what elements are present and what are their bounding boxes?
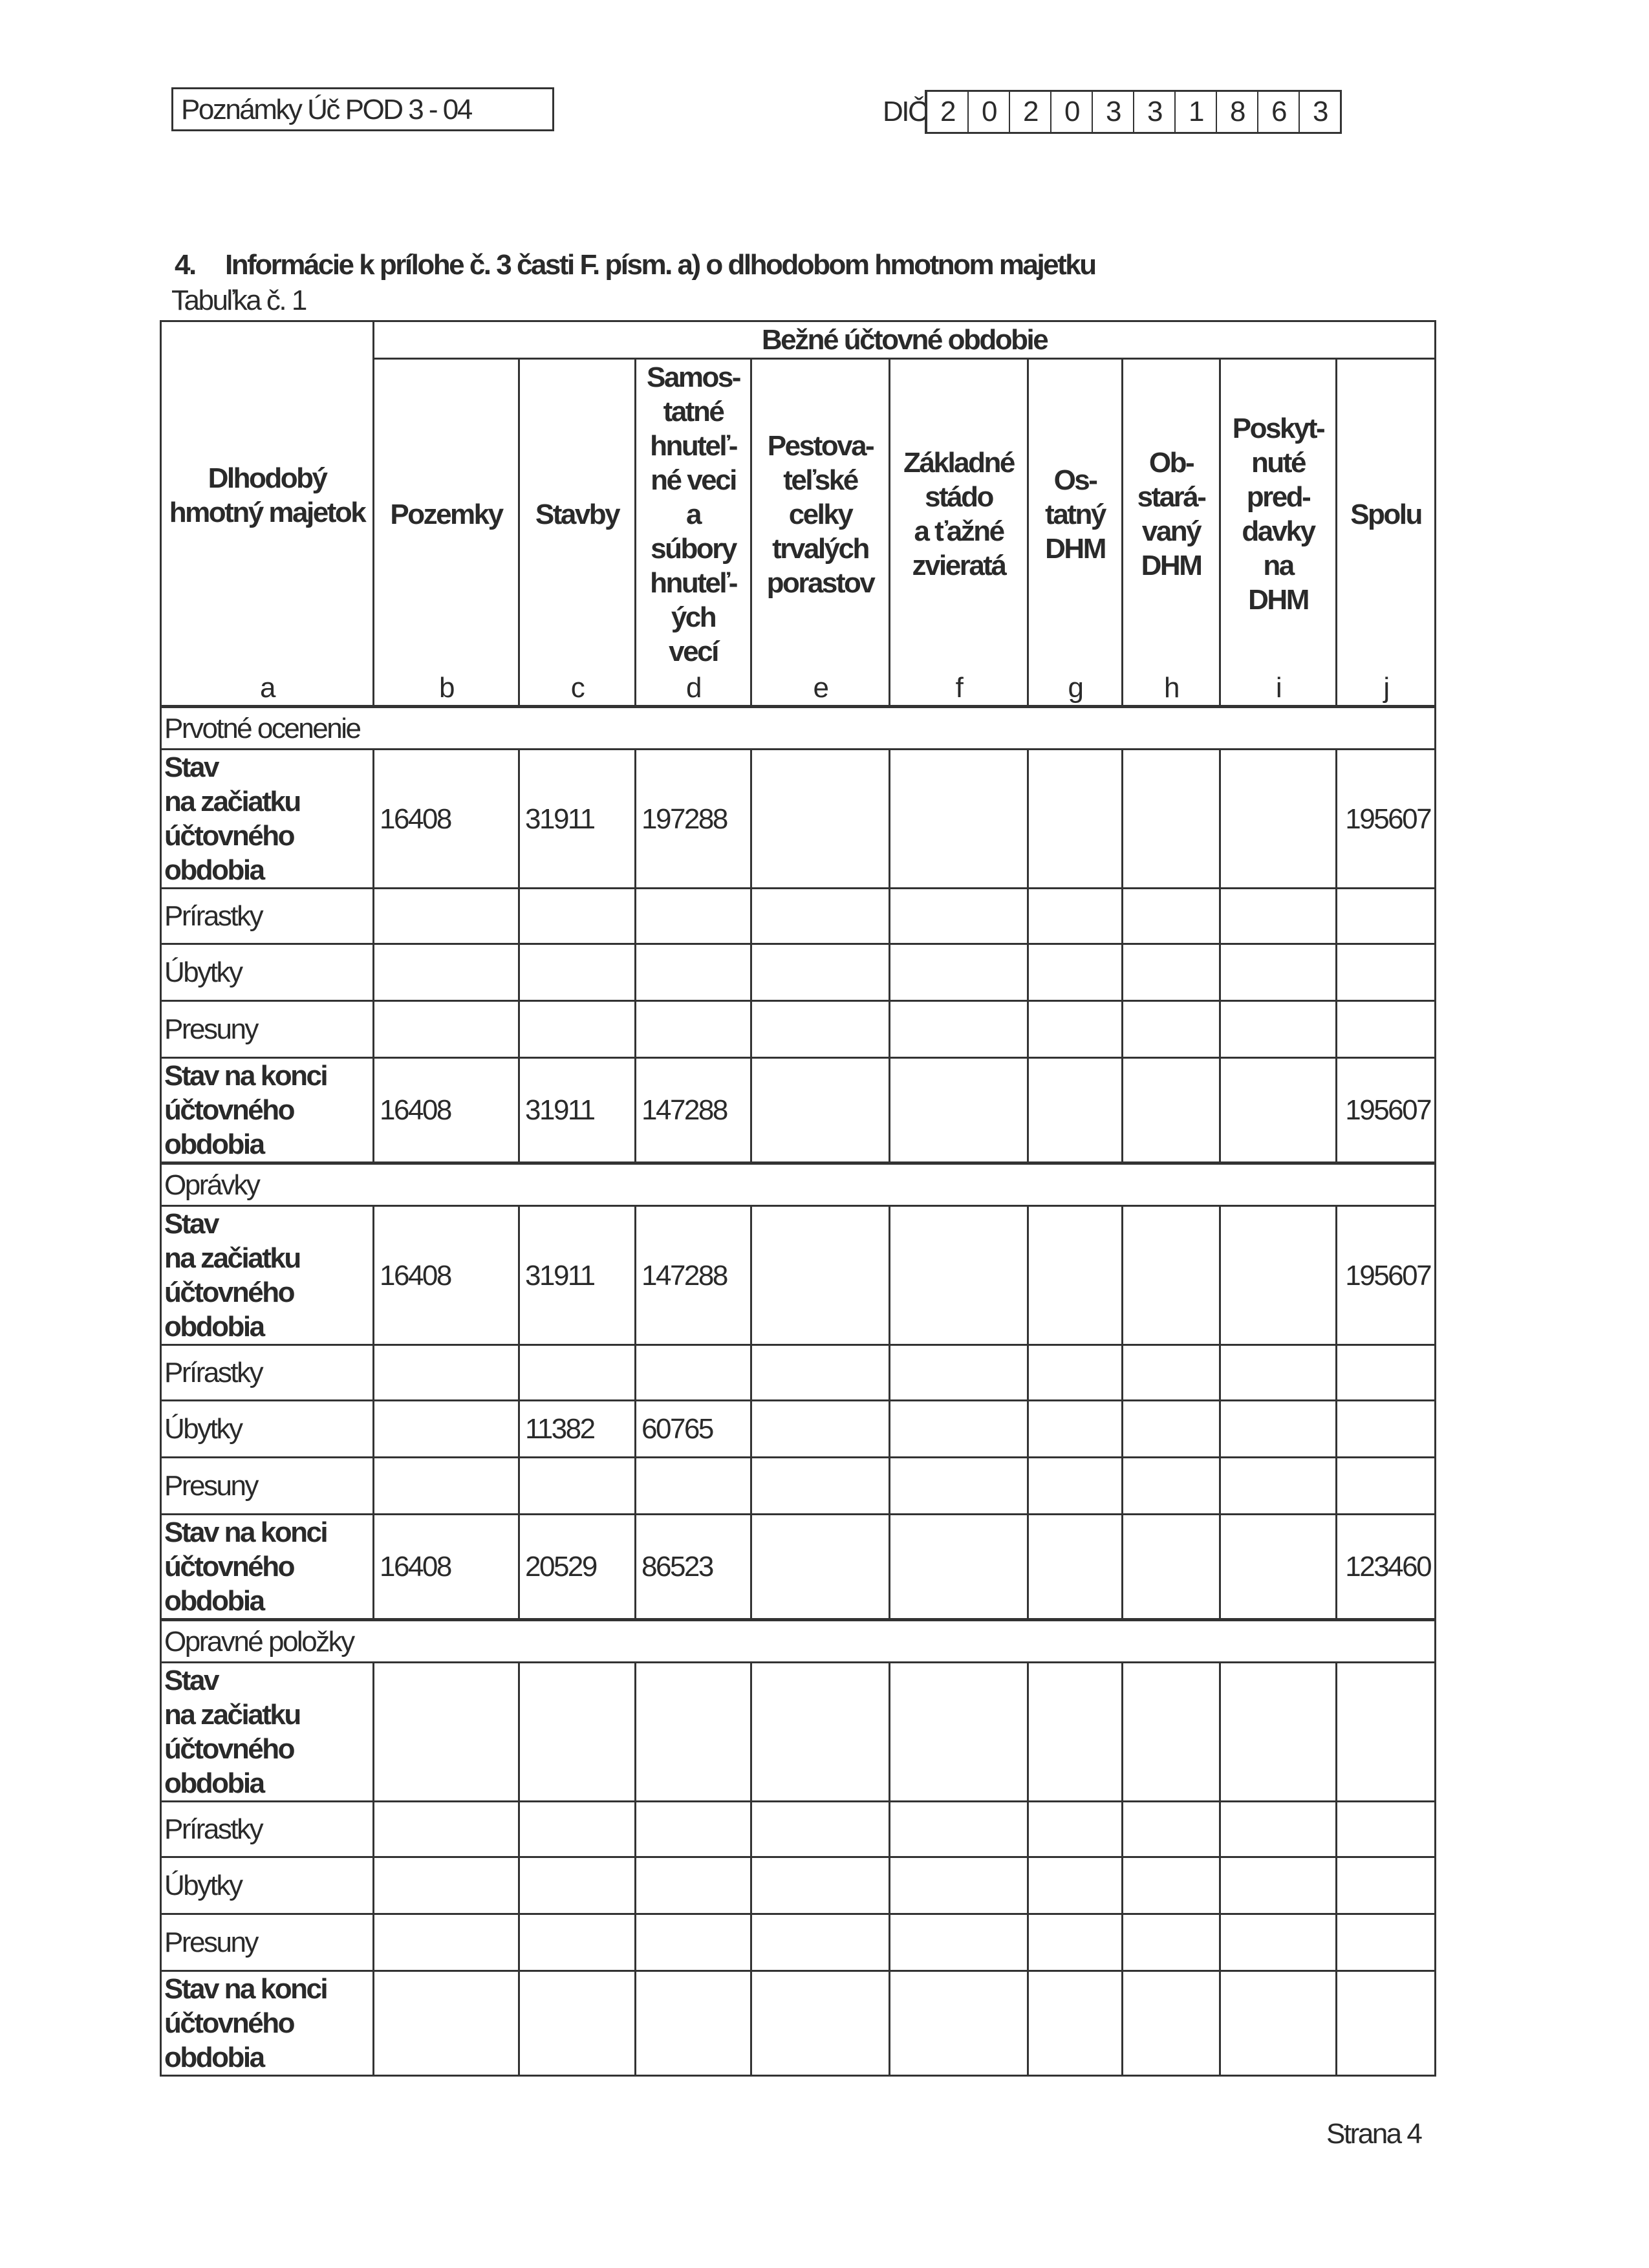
- value-cell[interactable]: [519, 1345, 636, 1401]
- value-cell[interactable]: [519, 1971, 636, 2076]
- table-row: [161, 750, 1436, 889]
- table-row: [161, 1802, 1436, 1857]
- value-cell[interactable]: 195607: [1337, 1058, 1436, 1163]
- column-header-e: [751, 359, 890, 707]
- value-cell[interactable]: 147288: [636, 1058, 751, 1163]
- value-cell[interactable]: [1028, 1914, 1123, 1971]
- row-label: Prírastky: [161, 1802, 374, 1857]
- value-cell[interactable]: [374, 1663, 519, 1802]
- value-cell[interactable]: [751, 1458, 890, 1515]
- value-cell[interactable]: [890, 889, 1028, 944]
- table-caption: Tabuľka č. 1: [171, 285, 306, 316]
- value-cell[interactable]: [1337, 1458, 1436, 1515]
- dic-label: DIČ: [883, 96, 927, 127]
- row-label: Stav na konci účtovného obdobia: [161, 1971, 374, 2076]
- column-header-b: [374, 359, 519, 707]
- value-cell[interactable]: [1028, 1515, 1123, 1620]
- value-cell[interactable]: [751, 1345, 890, 1401]
- value-cell[interactable]: [519, 1458, 636, 1515]
- column-header-a: [161, 321, 374, 707]
- value-cell[interactable]: [751, 944, 890, 1001]
- value-cell[interactable]: [636, 889, 751, 944]
- row-label: Úbytky: [161, 944, 374, 1001]
- table-row: [161, 944, 1436, 1001]
- value-cell[interactable]: [374, 1971, 519, 2076]
- value-cell[interactable]: [890, 1971, 1028, 2076]
- value-cell[interactable]: [1028, 1663, 1123, 1802]
- column-letter: d: [686, 672, 700, 704]
- value-cell[interactable]: [1123, 889, 1220, 944]
- value-cell[interactable]: 31911: [519, 1058, 636, 1163]
- value-cell[interactable]: [1337, 1663, 1436, 1802]
- value-cell[interactable]: [890, 750, 1028, 889]
- column-header-j: [1337, 359, 1436, 707]
- value-cell[interactable]: [1337, 944, 1436, 1001]
- value-cell[interactable]: [1220, 1857, 1337, 1914]
- value-cell[interactable]: [751, 1914, 890, 1971]
- value-cell[interactable]: [1123, 1206, 1220, 1345]
- value-cell[interactable]: [1337, 889, 1436, 944]
- column-letter: i: [1275, 672, 1281, 704]
- value-cell[interactable]: [890, 1001, 1028, 1058]
- value-cell[interactable]: [1220, 750, 1337, 889]
- column-letter: j: [1383, 672, 1388, 704]
- dic-digit-boxes: [925, 90, 1342, 134]
- row-label: Presuny: [161, 1458, 374, 1515]
- section-title: Prvotné ocenenie: [161, 707, 1436, 750]
- column-letter: h: [1164, 672, 1178, 704]
- section-row: [161, 1620, 1436, 1663]
- table-row: [161, 1515, 1436, 1620]
- column-label: Os- tatný DHM: [1045, 464, 1105, 565]
- column-label: Spolu: [1350, 498, 1421, 530]
- value-cell[interactable]: [751, 1515, 890, 1620]
- value-cell[interactable]: [1123, 1971, 1220, 2076]
- value-cell[interactable]: [1220, 1802, 1337, 1857]
- dic-digit: 6: [1257, 92, 1299, 132]
- value-cell[interactable]: [1123, 1458, 1220, 1515]
- table-row: [161, 1914, 1436, 1971]
- section-row: [161, 707, 1436, 750]
- value-cell[interactable]: [1220, 1458, 1337, 1515]
- value-cell[interactable]: [636, 1914, 751, 1971]
- value-cell[interactable]: [1123, 1515, 1220, 1620]
- value-cell[interactable]: [751, 1663, 890, 1802]
- value-cell[interactable]: [1337, 1914, 1436, 1971]
- value-cell[interactable]: [1028, 750, 1123, 889]
- section-row: [161, 1163, 1436, 1206]
- value-cell[interactable]: 31911: [519, 750, 636, 889]
- row-label: Prírastky: [161, 889, 374, 944]
- value-cell[interactable]: [1123, 1058, 1220, 1163]
- value-cell[interactable]: [1220, 1001, 1337, 1058]
- value-cell[interactable]: [890, 1058, 1028, 1163]
- value-cell[interactable]: [636, 1345, 751, 1401]
- dic-digit: 0: [967, 92, 1009, 132]
- dic-digit: 2: [1009, 92, 1050, 132]
- section-title: Oprávky: [161, 1163, 1436, 1206]
- value-cell[interactable]: 31911: [519, 1206, 636, 1345]
- value-cell[interactable]: 16408: [374, 750, 519, 889]
- table-row: [161, 1058, 1436, 1163]
- form-code-box: [171, 87, 554, 131]
- dic-digit: 2: [926, 92, 967, 132]
- row-label: Stav na konci účtovného obdobia: [161, 1058, 374, 1163]
- value-cell[interactable]: [1337, 1001, 1436, 1058]
- value-cell[interactable]: [636, 1458, 751, 1515]
- column-header-h: [1123, 359, 1220, 707]
- column-letter: b: [439, 672, 453, 704]
- table-row: [161, 1971, 1436, 2076]
- value-cell[interactable]: [890, 1857, 1028, 1914]
- row-label: Presuny: [161, 1001, 374, 1058]
- page-number: Strana 4: [1326, 2118, 1421, 2150]
- table-row: [161, 1001, 1436, 1058]
- value-cell[interactable]: [1028, 1971, 1123, 2076]
- value-cell[interactable]: [519, 1663, 636, 1802]
- value-cell[interactable]: [374, 1458, 519, 1515]
- value-cell[interactable]: [890, 1401, 1028, 1458]
- row-label: Stav na konci účtovného obdobia: [161, 1515, 374, 1620]
- value-cell[interactable]: [1337, 1345, 1436, 1401]
- value-cell[interactable]: [519, 889, 636, 944]
- column-label: Pozemky: [390, 498, 502, 530]
- value-cell[interactable]: [636, 1971, 751, 2076]
- value-cell[interactable]: [1028, 1058, 1123, 1163]
- table-row: [161, 1401, 1436, 1458]
- value-cell[interactable]: [374, 1345, 519, 1401]
- dic-digit: 3: [1299, 92, 1340, 132]
- value-cell[interactable]: [1028, 1206, 1123, 1345]
- section-title: Informácie k prílohe č. 3 časti F. písm. a) o dlhodobom hmotnom majetku: [225, 249, 1095, 281]
- value-cell[interactable]: [1123, 944, 1220, 1001]
- column-label: Samos- tatné hnuteľ- né veci a súbory hnuteľ- ých vecí: [647, 361, 740, 667]
- column-header-g: [1028, 359, 1123, 707]
- value-cell[interactable]: [890, 1802, 1028, 1857]
- value-cell[interactable]: [751, 1001, 890, 1058]
- value-cell[interactable]: [1123, 1001, 1220, 1058]
- value-cell[interactable]: [1220, 1515, 1337, 1620]
- column-letter: f: [955, 672, 962, 704]
- table-row: [161, 1345, 1436, 1401]
- value-cell[interactable]: [519, 1001, 636, 1058]
- row-label: Stav na začiatku účtovného obdobia: [161, 1663, 374, 1802]
- value-cell[interactable]: [1123, 1802, 1220, 1857]
- value-cell[interactable]: [1220, 1345, 1337, 1401]
- value-cell[interactable]: 20529: [519, 1515, 636, 1620]
- value-cell[interactable]: [751, 1058, 890, 1163]
- column-header-i: [1220, 359, 1337, 707]
- column-letter: g: [1068, 672, 1083, 704]
- value-cell[interactable]: [1220, 1663, 1337, 1802]
- value-cell[interactable]: [1220, 1914, 1337, 1971]
- section-title: Opravné položky: [161, 1620, 1436, 1663]
- value-cell[interactable]: [751, 1971, 890, 2076]
- value-cell[interactable]: [1123, 1663, 1220, 1802]
- row-label: Prírastky: [161, 1345, 374, 1401]
- value-cell[interactable]: [1337, 1971, 1436, 2076]
- value-cell[interactable]: [374, 889, 519, 944]
- long-term-tangible-assets-table: [160, 320, 1436, 2077]
- value-cell[interactable]: [1220, 944, 1337, 1001]
- value-cell[interactable]: [890, 1206, 1028, 1345]
- column-letter: e: [813, 672, 828, 704]
- value-cell[interactable]: [1028, 1857, 1123, 1914]
- value-cell[interactable]: [890, 1914, 1028, 1971]
- table-row: [161, 1206, 1436, 1345]
- dic-digit: 8: [1216, 92, 1257, 132]
- value-cell[interactable]: [636, 1857, 751, 1914]
- row-label: Presuny: [161, 1914, 374, 1971]
- value-cell[interactable]: [1123, 1857, 1220, 1914]
- value-cell[interactable]: 195607: [1337, 750, 1436, 889]
- value-cell[interactable]: [890, 1663, 1028, 1802]
- value-cell[interactable]: [751, 1206, 890, 1345]
- value-cell[interactable]: [890, 1515, 1028, 1620]
- dic-digit: 1: [1174, 92, 1216, 132]
- column-header-c: [519, 359, 636, 707]
- value-cell[interactable]: 16408: [374, 1058, 519, 1163]
- section-number: 4.: [175, 249, 195, 281]
- value-cell[interactable]: [1028, 889, 1123, 944]
- row-label: Stav na začiatku účtovného obdobia: [161, 750, 374, 889]
- value-cell[interactable]: [1028, 1802, 1123, 1857]
- value-cell[interactable]: [1028, 1001, 1123, 1058]
- value-cell[interactable]: [751, 750, 890, 889]
- value-cell[interactable]: [374, 1857, 519, 1914]
- value-cell[interactable]: [636, 1663, 751, 1802]
- value-cell[interactable]: [1123, 1914, 1220, 1971]
- row-label: Stav na začiatku účtovného obdobia: [161, 1206, 374, 1345]
- value-cell[interactable]: [1123, 1401, 1220, 1458]
- value-cell[interactable]: 16408: [374, 1206, 519, 1345]
- dic-digit: 0: [1050, 92, 1092, 132]
- table-row: [161, 1663, 1436, 1802]
- value-cell[interactable]: [374, 1914, 519, 1971]
- value-cell[interactable]: [890, 1345, 1028, 1401]
- value-cell[interactable]: [1028, 1458, 1123, 1515]
- value-cell[interactable]: [751, 1401, 890, 1458]
- value-cell[interactable]: [1028, 944, 1123, 1001]
- form-code: Poznámky Úč POD 3 - 04: [181, 94, 471, 125]
- value-cell[interactable]: [374, 1001, 519, 1058]
- value-cell[interactable]: [1220, 1971, 1337, 2076]
- value-cell[interactable]: [1123, 1345, 1220, 1401]
- row-label: Úbytky: [161, 1401, 374, 1458]
- value-cell[interactable]: [374, 1401, 519, 1458]
- column-label: Ob- stará- vaný DHM: [1137, 447, 1205, 581]
- column-label: Stavby: [535, 498, 620, 530]
- value-cell[interactable]: [636, 1802, 751, 1857]
- column-label: Základné stádo a ťažné zvieratá: [903, 447, 1014, 581]
- dic-digit: 3: [1092, 92, 1133, 132]
- value-cell[interactable]: [890, 944, 1028, 1001]
- column-label: Poskyt- nuté pred- davky na DHM: [1232, 413, 1324, 616]
- value-cell[interactable]: [374, 944, 519, 1001]
- value-cell[interactable]: 123460: [1337, 1515, 1436, 1620]
- section-heading: [175, 249, 1095, 281]
- table-row: [161, 1857, 1436, 1914]
- column-header-d: [636, 359, 751, 707]
- column-letter: c: [570, 672, 584, 704]
- value-cell[interactable]: [1220, 1401, 1337, 1458]
- dic-digit: 3: [1133, 92, 1174, 132]
- value-cell[interactable]: [636, 1001, 751, 1058]
- column-header-f: [890, 359, 1028, 707]
- value-cell[interactable]: [519, 1802, 636, 1857]
- value-cell[interactable]: 197288: [636, 750, 751, 889]
- value-cell[interactable]: [1028, 1345, 1123, 1401]
- column-label: Dlhodobý hmotný majetok: [169, 462, 365, 528]
- value-cell[interactable]: [1220, 1058, 1337, 1163]
- value-cell[interactable]: 147288: [636, 1206, 751, 1345]
- value-cell[interactable]: 60765: [636, 1401, 751, 1458]
- value-cell[interactable]: [1220, 889, 1337, 944]
- value-cell[interactable]: [751, 1857, 890, 1914]
- value-cell[interactable]: [1337, 1401, 1436, 1458]
- value-cell[interactable]: [751, 889, 890, 944]
- row-label: Úbytky: [161, 1857, 374, 1914]
- column-label: Pestova- teľské celky trvalých porastov: [766, 429, 874, 599]
- value-cell[interactable]: [1337, 1802, 1436, 1857]
- value-cell[interactable]: 195607: [1337, 1206, 1436, 1345]
- table-row: [161, 1458, 1436, 1515]
- value-cell[interactable]: 16408: [374, 1515, 519, 1620]
- header-row: [161, 321, 1436, 359]
- value-cell[interactable]: 86523: [636, 1515, 751, 1620]
- value-cell[interactable]: [890, 1458, 1028, 1515]
- value-cell[interactable]: [1220, 1206, 1337, 1345]
- value-cell[interactable]: [751, 1802, 890, 1857]
- period-header: Bežné účtovné obdobie: [374, 321, 1436, 359]
- value-cell[interactable]: [519, 944, 636, 1001]
- value-cell[interactable]: 11382: [519, 1401, 636, 1458]
- value-cell[interactable]: [519, 1914, 636, 1971]
- column-letter: a: [260, 672, 274, 704]
- value-cell[interactable]: [1123, 750, 1220, 889]
- value-cell[interactable]: [519, 1857, 636, 1914]
- value-cell[interactable]: [1337, 1857, 1436, 1914]
- value-cell[interactable]: [1028, 1401, 1123, 1458]
- value-cell[interactable]: [374, 1802, 519, 1857]
- table-row: [161, 889, 1436, 944]
- value-cell[interactable]: [636, 944, 751, 1001]
